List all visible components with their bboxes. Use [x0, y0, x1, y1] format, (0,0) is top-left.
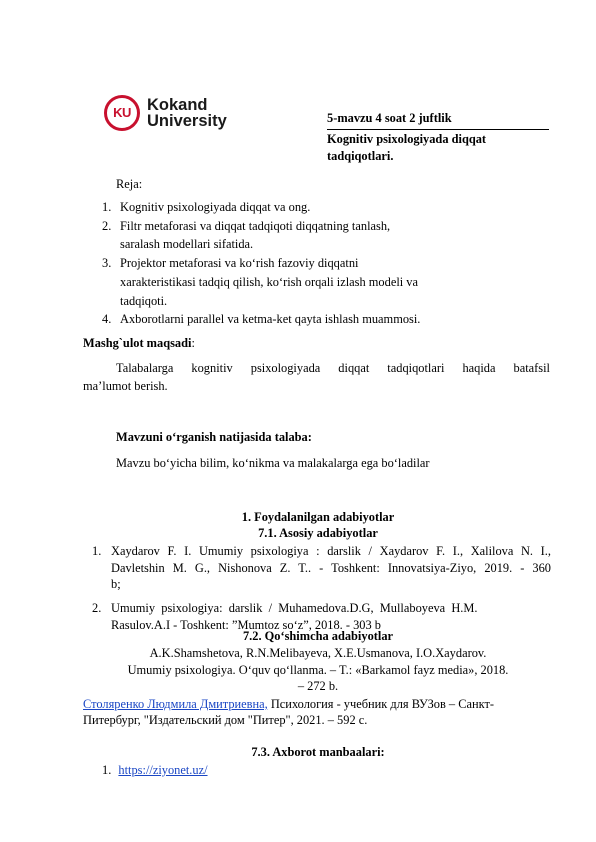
plan-item: [102, 255, 502, 309]
goal-text-line-2: ma’lumot berish.: [83, 379, 168, 393]
info-sources-heading: 7.3. Axborot manbaalari:: [251, 745, 385, 759]
plan-list: [102, 199, 502, 328]
extra-reference-line-2: Umumiy psixologiya. O‘quv qo‘llanma. – T.: «Barkamol fayz media», 2018.: [127, 663, 509, 677]
russian-reference-text: Психология - учебник для ВУЗов – Санкт-: [267, 697, 495, 711]
plan-item: [102, 311, 502, 328]
extra-reference-line-1: A.K.Shamshetova, R.N.Melibayeva, X.E.Usmanova, I.O.Xaydarov.: [149, 646, 487, 660]
plan-item-text: Kognitiv psixologiyada diqqat va ong.: [120, 200, 311, 214]
goal-colon: :: [191, 336, 195, 350]
main-references-list: [84, 543, 551, 634]
document-title: [327, 131, 549, 164]
plan-item: [102, 218, 502, 253]
outcome-text: Mavzu bo‘yicha bilim, ko‘nikma va malakalarga ega bo‘ladilar: [116, 456, 430, 470]
plan-item-number: 2.: [102, 218, 112, 233]
plan-item-text: saralash modellari sifatida.: [120, 237, 254, 252]
logo-wordmark: [147, 97, 227, 129]
extra-reference-line-3: – 272 b.: [297, 679, 339, 693]
plan-item-number: 1.: [102, 200, 112, 214]
plan-item-text: Projektor metaforasi va ko‘rish fazoviy diqqatni: [120, 256, 359, 271]
plan-item: [102, 199, 502, 216]
main-references-heading: 7.1. Asosiy adabiyotlar: [258, 526, 378, 540]
russian-reference-line-2: Питербург, "Издательский дом "Питер", 2021. – 592 с.: [83, 713, 368, 727]
references-heading: 1. Foydalanilgan adabiyotlar: [241, 510, 395, 524]
logo-badge-text: KU: [113, 105, 131, 121]
topic-heading: 5-mavzu 4 soat 2 juftlik: [327, 110, 549, 130]
reference-item: [84, 543, 551, 593]
title-line-2: tadqiqotlari.: [327, 148, 394, 163]
plan-item-text: tadqiqoti.: [120, 293, 168, 308]
outcome-heading: Mavzuni o‘rganish natijasida talaba:: [116, 430, 312, 444]
plan-label: Reja:: [116, 177, 143, 191]
reference-text: Umumiy psixologiya: darslik / Muhamedova.D.G, Mullaboyeva H.M.: [111, 601, 478, 616]
author-link[interactable]: Столяренко Людмила Дмитриевна,: [83, 697, 268, 711]
title-line-1: Kognitiv psixologiyada diqqat: [327, 132, 487, 146]
info-source-item: [102, 762, 208, 779]
plan-item-number: 3.: [102, 256, 112, 271]
ku-badge-icon: [104, 95, 140, 131]
extra-references-heading: 7.2. Qo‘shimcha adabiyotlar: [242, 629, 394, 643]
reference-text: Xaydarov F. I. Umumiy psixologiya : darslik / Xaydarov F. I., Xalilova N. I.,: [111, 544, 551, 558]
ziyonet-link[interactable]: https://ziyonet.uz/: [118, 763, 208, 777]
goal-label-row: [83, 335, 195, 352]
goal-label: Mashg`ulot maqsadi: [83, 336, 192, 350]
logo-line-2: University: [147, 112, 227, 130]
logo-line-1: Kokand: [147, 96, 208, 114]
russian-reference-line-1: [83, 696, 553, 713]
reference-text: b;: [111, 577, 121, 592]
reference-text: Davletshin M. G., Nishonova Z. T.. - Toshkent: Innovatsiya-Ziyo, 2019. - 360: [111, 560, 551, 575]
goal-text-line-1: Talabalarga kognitiv psixologiyada diqqat tadqiqotlari haqida batafsil: [116, 361, 550, 375]
plan-item-number: 4.: [102, 312, 112, 327]
plan-item-text: xarakteristikasi tadqiq qilish, ko‘rish orqali izlash modeli va: [120, 274, 418, 289]
reference-number: 2.: [92, 601, 102, 616]
plan-item-text: Filtr metaforasi va diqqat tadqiqoti diqqatning tanlash,: [120, 218, 391, 233]
plan-item-text: Axborotlarni parallel va ketma-ket qayta ishlash muammosi.: [120, 312, 421, 327]
info-source-number: 1.: [102, 763, 112, 777]
reference-number: 1.: [92, 544, 102, 558]
reference-text: Rasulov.A.I - Toshkent: ”Mumtoz so‘z”, 2018. - 303 b: [111, 617, 381, 632]
kokand-university-logo: [104, 92, 254, 134]
